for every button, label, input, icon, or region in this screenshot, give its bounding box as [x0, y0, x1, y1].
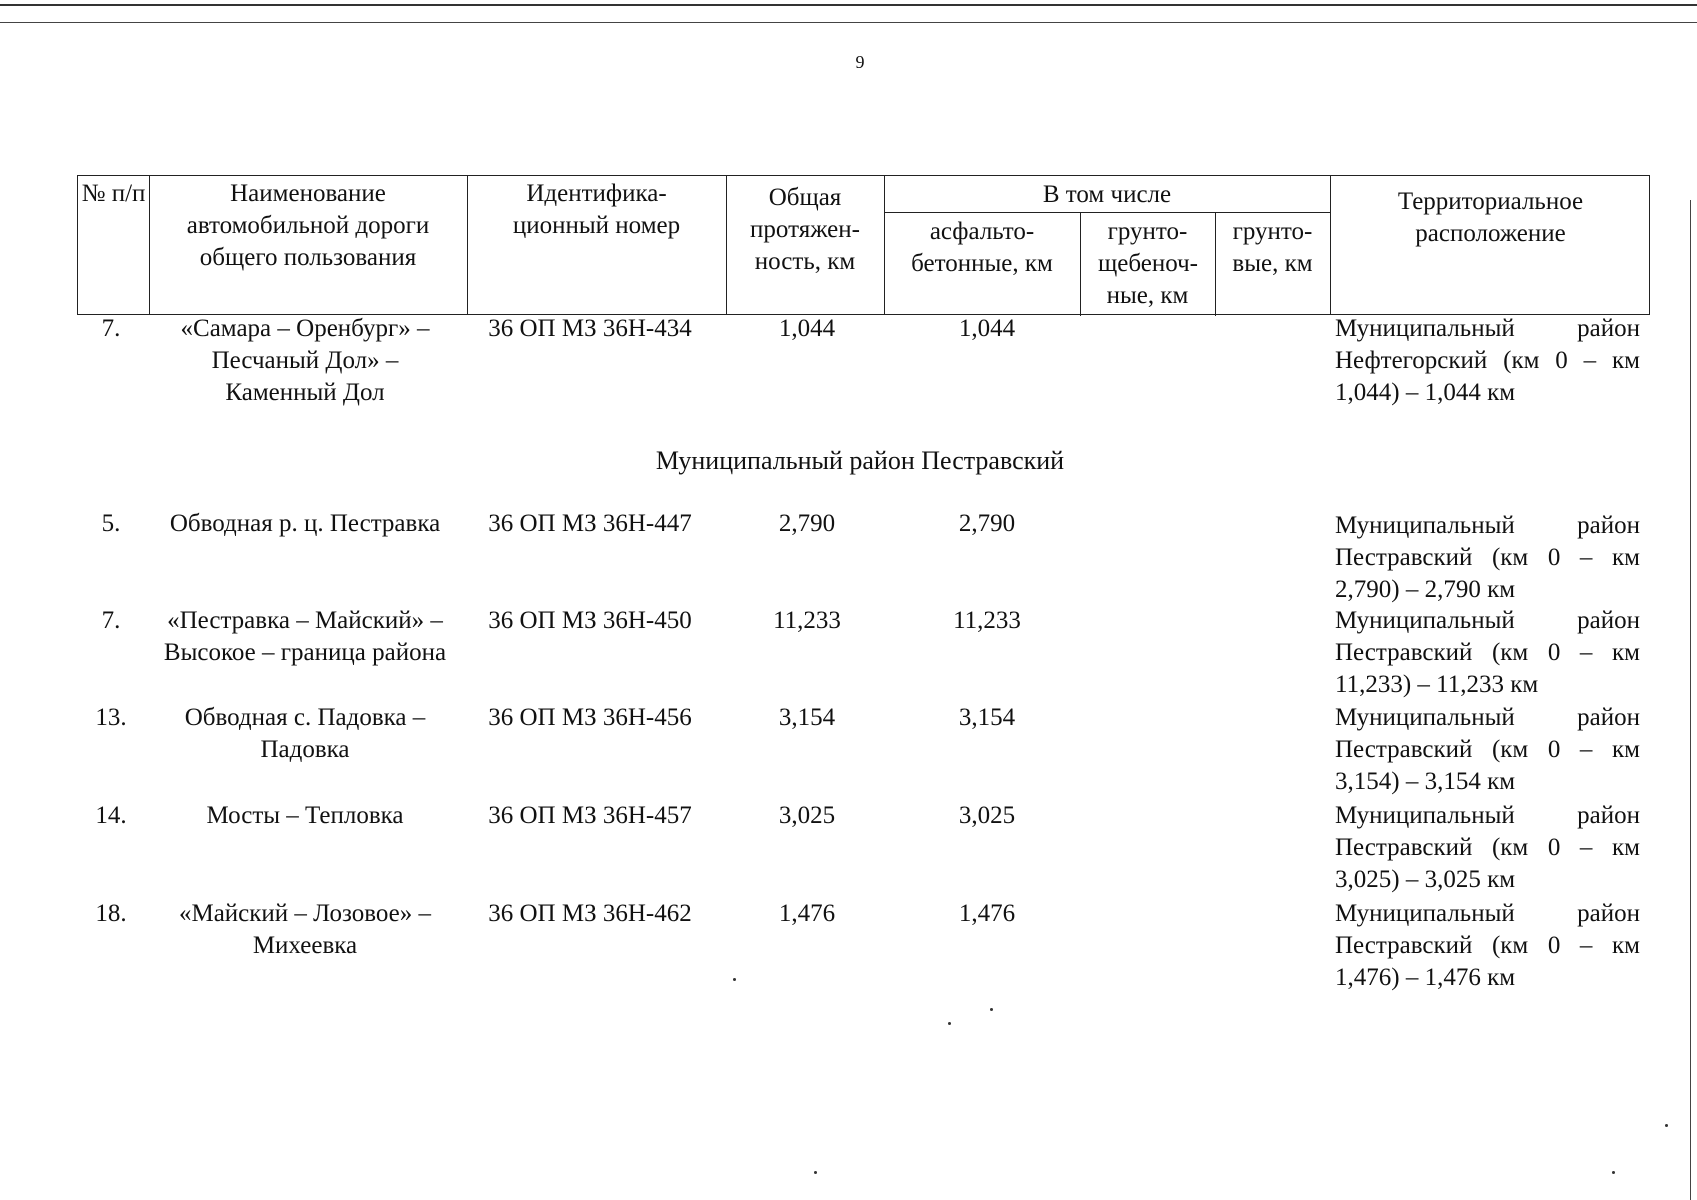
page-number: 9	[855, 52, 865, 72]
header-group-label: В том числе	[1042, 181, 1172, 208]
row-territory: Муниципальный район Пестравский (км 0 – км 3,154) – 3,154 км	[1335, 704, 1640, 795]
scan-speck	[990, 1008, 993, 1011]
row-total: 2,790	[778, 510, 836, 537]
top-rule-line	[0, 22, 1697, 23]
top-border-line	[0, 4, 1697, 6]
row-asphalt: 2,790	[958, 510, 1016, 537]
header-road-name-label: Наименование автомобильной дороги общего пользования	[186, 180, 430, 271]
row-num: 7.	[101, 315, 121, 342]
row-total: 3,154	[778, 704, 836, 731]
row-road-name: «Пестравка – Майский» – Высокое – граница района	[163, 607, 447, 666]
row-road-name: «Майский – Лозовое» – Михеевка	[178, 900, 432, 959]
row-id: 36 ОП МЗ 36Н-457	[488, 802, 692, 829]
row-num: 7.	[101, 607, 121, 634]
header-asphalt-label: асфальто-бетонные, км	[911, 218, 1053, 277]
row-territory: Муниципальный район Нефтегорский (км 0 – км 1,044) – 1,044 км	[1335, 315, 1640, 406]
row-territory: Муниципальный район Пестравский (км 0 – км 1,476) – 1,476 км	[1335, 900, 1640, 991]
row-road-name: Обводная р. ц. Пестравка	[169, 510, 441, 537]
scan-speck	[733, 978, 736, 981]
header-num-label: № п/п	[81, 180, 146, 207]
header-territory	[1330, 176, 1651, 314]
row-total: 3,025	[778, 802, 836, 829]
row-id: 36 ОП МЗ 36Н-462	[488, 900, 692, 927]
header-id-label: Идентифика-ционный номер	[512, 180, 681, 239]
scan-speck	[948, 1022, 951, 1025]
header-total	[726, 176, 884, 314]
right-page-edge	[1690, 200, 1691, 1200]
table-header	[77, 175, 1650, 315]
header-num	[78, 176, 149, 314]
row-id: 36 ОП МЗ 36Н-456	[488, 704, 692, 731]
row-road-name: Мосты – Тепловка	[206, 802, 404, 829]
row-num: 13.	[95, 704, 127, 731]
header-asphalt	[884, 212, 1080, 280]
row-asphalt: 3,154	[958, 704, 1016, 731]
row-territory: Муниципальный район Пестравский (км 0 – км 3,025) – 3,025 км	[1335, 802, 1640, 893]
row-territory: Муниципальный район Пестравский (км 0 – км 11,233) – 11,233 км	[1335, 607, 1640, 698]
row-territory: Муниципальный район Пестравский (км 0 – км 2,790) – 2,790 км	[1335, 512, 1640, 603]
scan-speck	[1612, 1171, 1615, 1174]
header-dirt	[1215, 212, 1330, 280]
row-total: 1,044	[778, 315, 836, 342]
row-id: 36 ОП МЗ 36Н-447	[488, 510, 692, 537]
row-total: 11,233	[773, 607, 841, 634]
row-total: 1,476	[778, 900, 836, 927]
header-id	[467, 176, 726, 314]
section-title: Муниципальный район Пестравский	[655, 446, 1065, 475]
header-territory-label: Территориальное расположение	[1397, 188, 1584, 247]
row-asphalt: 1,044	[958, 315, 1016, 342]
header-gravel	[1080, 212, 1215, 312]
header-gravel-label: грунто-щебеноч-ные, км	[1098, 218, 1198, 309]
row-road-name: Обводная с. Падовка – Падовка	[184, 704, 426, 763]
row-num: 14.	[95, 802, 127, 829]
row-asphalt: 11,233	[953, 607, 1021, 634]
scan-speck	[1665, 1124, 1668, 1127]
row-id: 36 ОП МЗ 36Н-434	[488, 315, 692, 342]
header-group	[884, 176, 1330, 212]
row-num: 5.	[101, 510, 121, 537]
header-dirt-label: грунто-вые, км	[1232, 218, 1313, 277]
row-road-name: «Самара – Оренбург» – Песчаный Дол» – Каменный Дол	[180, 315, 430, 406]
row-num: 18.	[95, 900, 127, 927]
header-total-label: Общая протяжен-ность, км	[750, 184, 860, 275]
header-road-name	[149, 176, 467, 314]
row-asphalt: 3,025	[958, 802, 1016, 829]
scan-speck	[814, 1171, 817, 1174]
row-asphalt: 1,476	[958, 900, 1016, 927]
row-id: 36 ОП МЗ 36Н-450	[488, 607, 692, 634]
